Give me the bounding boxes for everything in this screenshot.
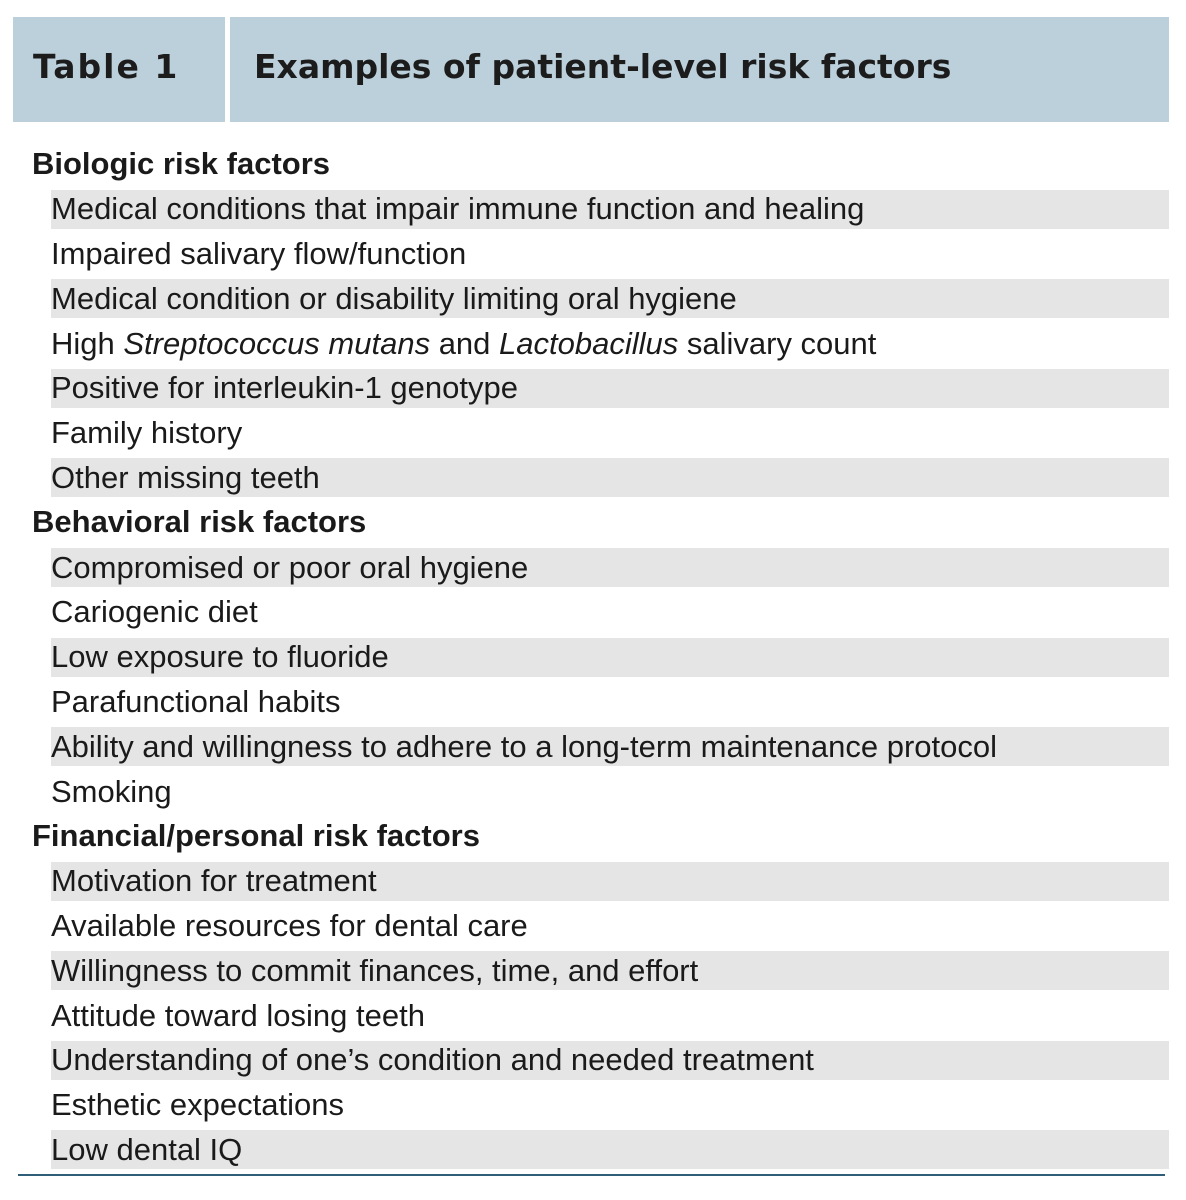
table-row [51,590,1169,635]
row-text [51,550,528,586]
italic-term: Streptococcus mutans [123,325,431,361]
table-row [51,232,1169,277]
row-text [51,460,320,496]
section-heading: Biologic risk factors [32,146,331,181]
table-row [51,321,1169,366]
table-row [51,1038,1169,1083]
text-part: Other missing teeth [51,459,320,495]
text-part: Understanding of one’s condition and needed treatment [51,1042,814,1078]
table-row [51,1128,1169,1173]
row-background [51,324,1169,363]
text-part: Attitude toward losing teeth [51,997,425,1033]
row-background [51,638,1169,677]
text-part: Ability and willingness to adhere to a long-term maintenance protocol [51,728,998,764]
row-background [51,1041,1169,1080]
table-row [51,366,1169,411]
row-background [51,593,1169,632]
row-text [51,998,425,1034]
table-row [51,724,1169,769]
table-header [13,17,1169,122]
row-background [51,458,1169,497]
row-background [51,190,1169,229]
table-row [51,680,1169,725]
row-text [51,863,377,899]
row-background [51,772,1169,811]
table-row [51,456,1169,501]
row-text [51,370,518,406]
row-background [51,996,1169,1035]
text-part: Low exposure to fluoride [51,639,389,675]
text-part: Cariogenic diet [51,594,258,630]
header-divider [225,17,230,122]
row-background [51,951,1169,990]
row-background [51,369,1169,408]
text-part: Impaired salivary flow/function [51,235,467,271]
text-part: Smoking [51,773,172,809]
row-text [51,415,242,451]
text-part: Esthetic expectations [51,1087,344,1123]
table-label: Table 1 [33,47,180,86]
row-background [51,682,1169,721]
row-text [51,326,876,362]
table-row [51,769,1169,814]
row-background [51,906,1169,945]
table-row [51,1083,1169,1128]
row-background [51,548,1169,587]
table-row [51,993,1169,1038]
row-background [51,234,1169,273]
text-part: Motivation for treatment [51,863,377,899]
text-part: Compromised or poor oral hygiene [51,549,529,585]
row-text [51,1132,242,1168]
row-text [51,684,341,720]
row-text [51,1087,344,1123]
section-heading: Behavioral risk factors [32,504,367,540]
text-part: and [430,325,500,361]
row-background [51,279,1169,318]
row-text [51,729,997,765]
row-text [51,953,698,989]
row-background [51,727,1169,766]
table-row [51,859,1169,904]
table-row [51,411,1169,456]
table-row [51,276,1169,321]
row-text [51,191,864,227]
text-part: High [51,325,124,361]
table-row [51,187,1169,232]
row-text [51,774,172,810]
text-part: Available resources for dental care [51,907,528,943]
table-body [13,142,1169,1172]
text-part: Family history [51,415,243,451]
row-background [51,1130,1169,1169]
text-part: salivary count [678,325,877,361]
row-text [51,639,389,675]
table-row [51,948,1169,993]
text-part: Positive for interleukin-1 genotype [51,370,518,406]
section-heading: Financial/personal risk factors [32,817,480,853]
row-text [51,281,737,317]
text-part: Medical condition or disability limiting oral hygiene [51,280,737,316]
row-background [51,414,1169,453]
row-background [51,862,1169,901]
table-row [51,545,1169,590]
table-row [51,904,1169,949]
row-text [51,1042,814,1078]
italic-term: Lactobacillus [499,325,679,361]
text-part: Parafunctional habits [51,683,341,719]
risk-factors-table [13,17,1169,1167]
text-part: Medical conditions that impair immune function and healing [51,191,865,227]
table-title: Examples of patient-level risk factors [254,47,952,86]
table-row [51,635,1169,680]
text-part: Low dental IQ [51,1131,243,1167]
row-text [51,594,258,630]
text-part: Willingness to commit finances, time, and effort [51,952,699,988]
row-background [51,1086,1169,1125]
bottom-rule [18,1174,1165,1176]
row-text [51,908,528,944]
row-text [51,236,466,272]
